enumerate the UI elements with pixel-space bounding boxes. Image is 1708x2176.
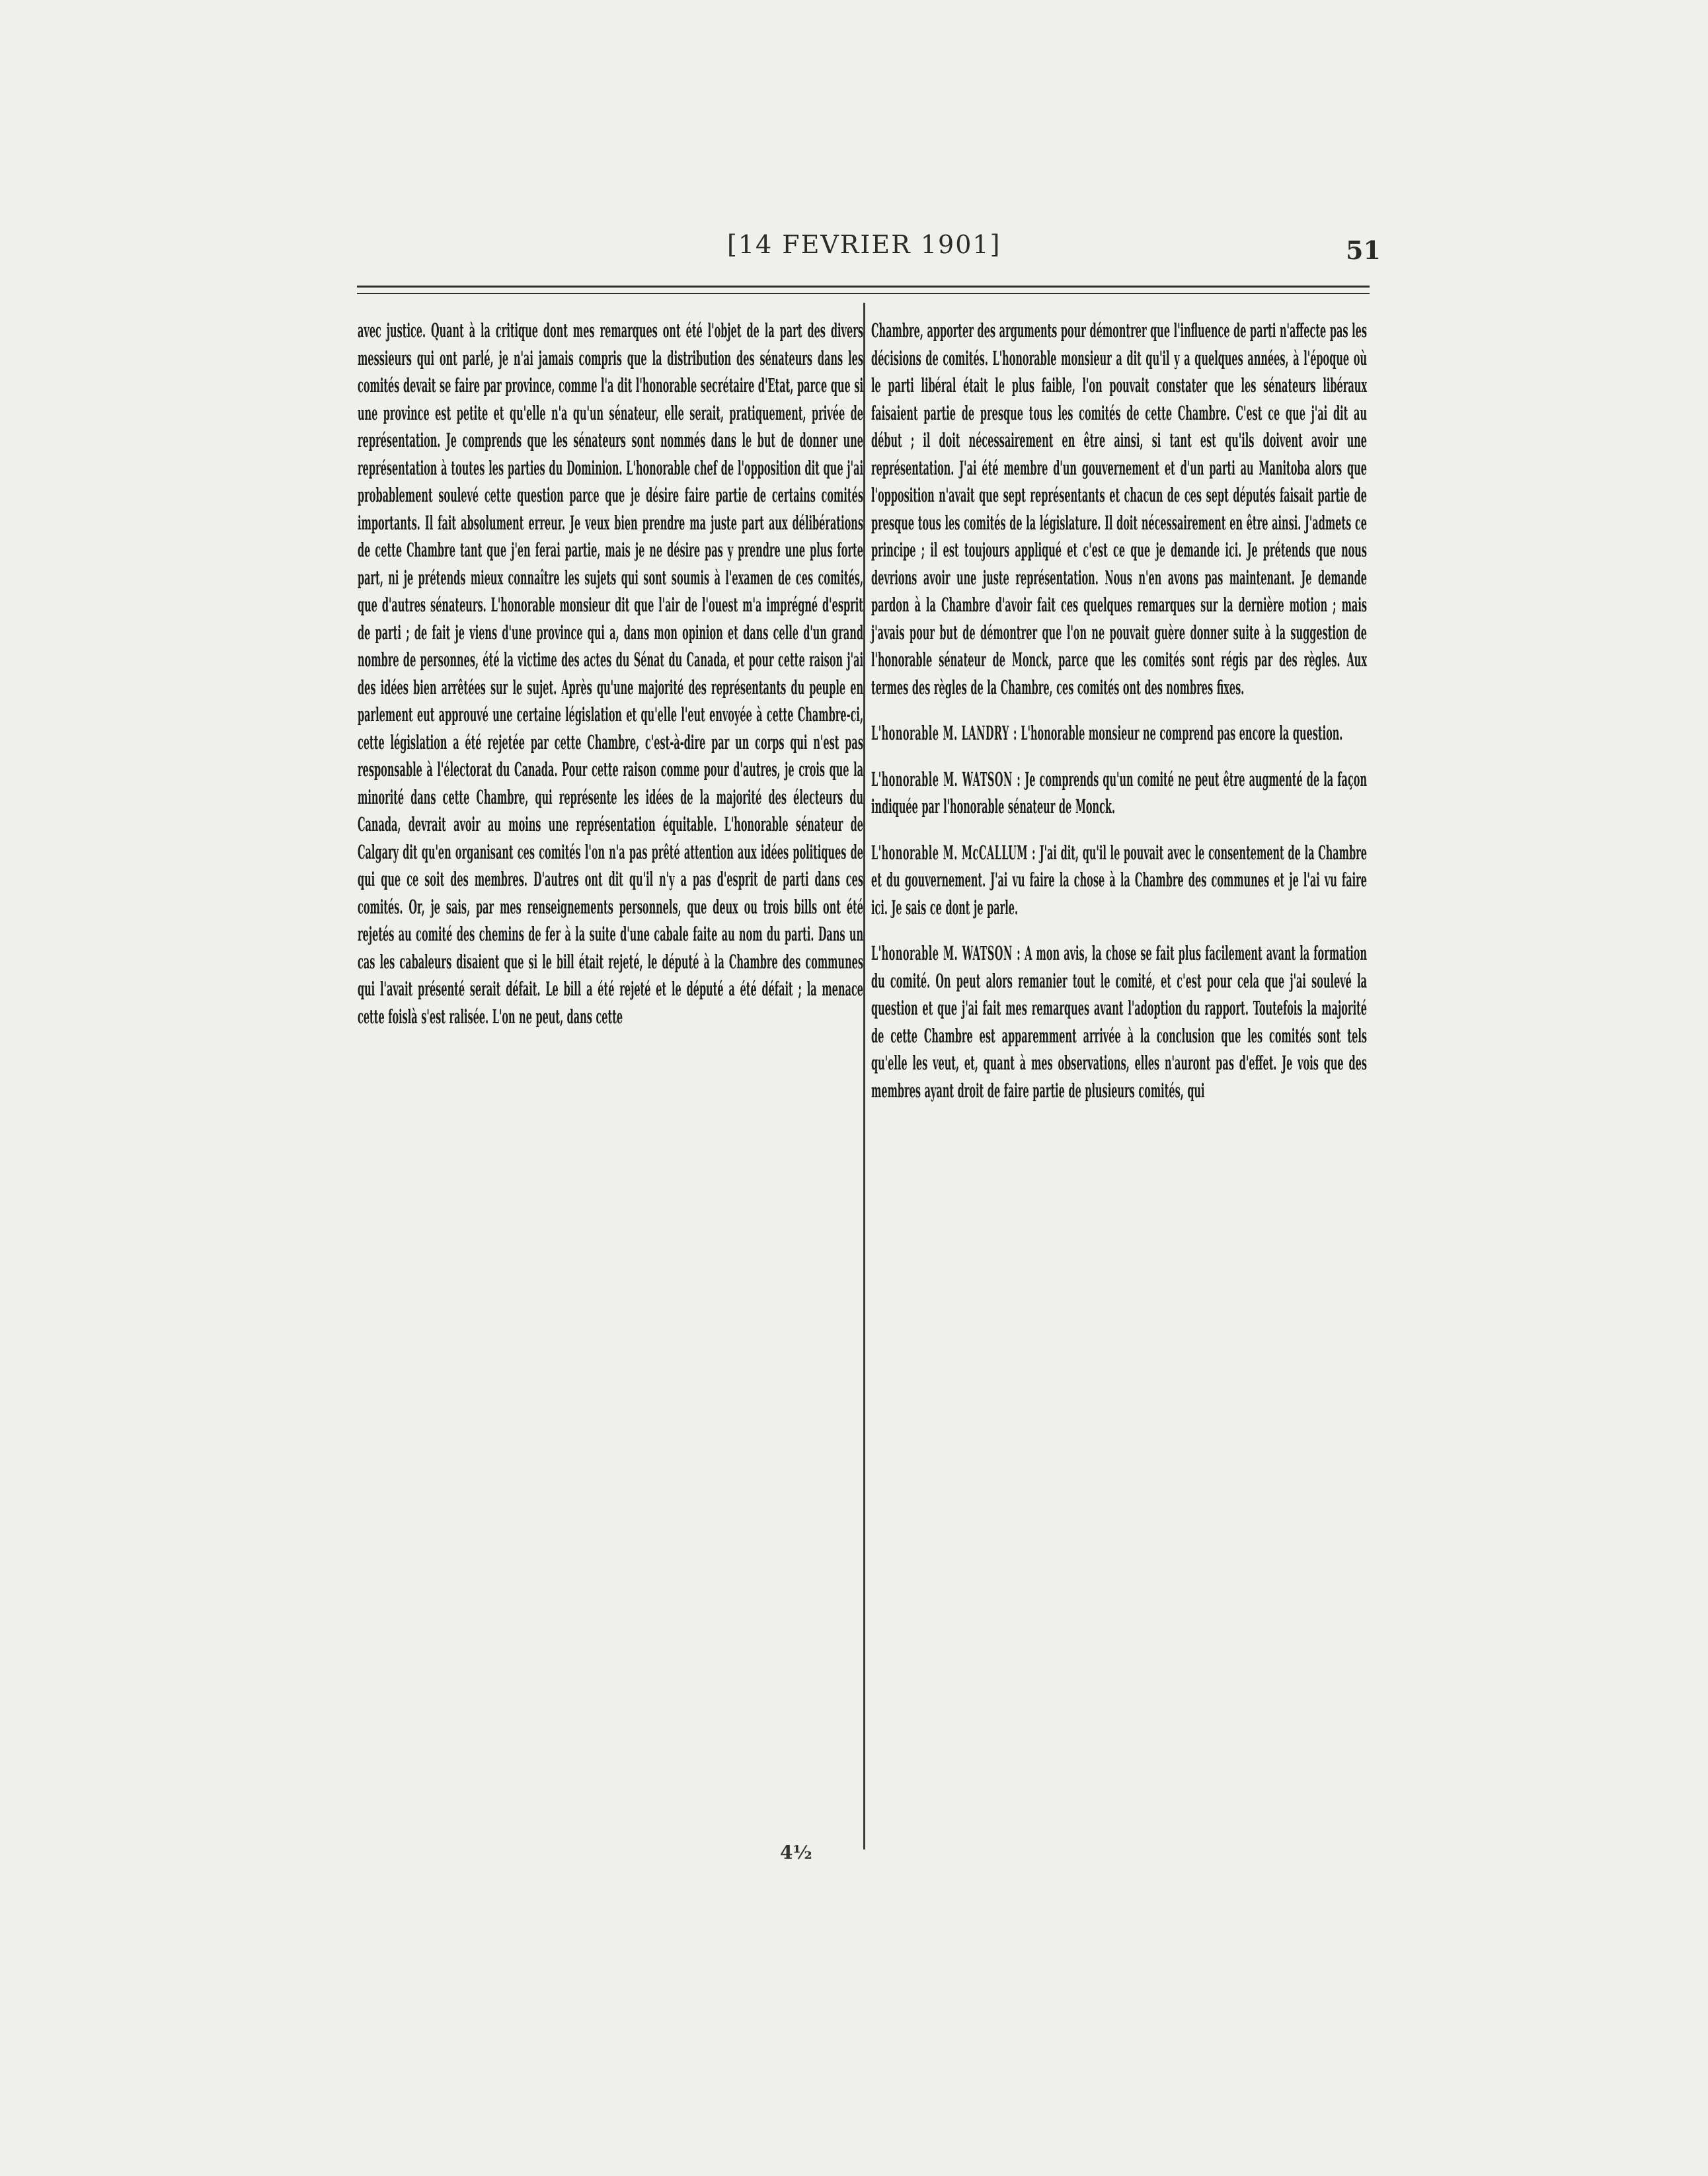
- folio-mark: 4½: [780, 1842, 812, 1863]
- speaker-name: L'honorable M. WATSON :: [871, 767, 1021, 791]
- speaker-name: L'honorable M. LANDRY :: [871, 722, 1017, 744]
- header-date: [14 FEVRIER 1901]: [727, 230, 1001, 259]
- page-number: 51: [1346, 235, 1381, 265]
- left-column: [358, 317, 863, 1030]
- left-column-paragraph: avec justice. Quant à la critique dont mes remarques ont été l'objet de la part des divers messieurs qui ont parlé, je n'ai jamais compris que la distribution des sénateurs dans les comités devait se faire par province, comme l'a dit l'honorable secrétaire d'Etat, parce que si une province est petite et qu'elle n'a qu'un sénateur, elle serait, pratiquement, privée de représentation. Je comprends que les sénateurs sont nommés dans le but de donner une représentation à toutes les parties du Dominion. L'honorable chef de l'opposition dit que j'ai probablement soulevé cette question parce que je désire faire partie de certains comités importants. Il fait absolument erreur. Je veux bien prendre ma juste part aux délibérations de cette Chambre tant que j'en ferai partie, mais je ne désire pas y prendre une plus forte part, ni je prétends mieux connaître les sujets qui sont soumis à l'examen de ces comités, que d'autres sénateurs. L'honorable monsieur dit que l'air de l'ouest m'a imprégné d'esprit de parti ; de fait je viens d'une province qui a, dans mon opinion et dans celle d'un grand nombre de personnes, été la victime des actes du Sénat du Canada, et pour cette raison j'ai des idées bien arrêtées sur le sujet. Après qu'une majorité des représentants du peuple en parlement eut approuvé une certaine législation et qu'elle l'eut envoyée à cette Chambre-ci, cette législation a été rejetée par cette Chambre, c'est-à-dire par un corps qui n'est pas responsable à l'électorat du Canada. Pour cette raison comme pour d'autres, je crois que la minorité dans cette Chambre, qui représente les idées de la majorité des électeurs du Canada, devrait avoir au moins une représentation équitable. L'honorable sénateur de Calgary dit qu'en organisant ces comités l'on n'a pas prêté attention aux idées politiques de qui que ce soit des membres. D'autres ont dit qu'il n'y a pas d'esprit de parti dans ces comités. Or, je sais, par mes renseignements personnels, que deux ou trois bills ont été rejetés au comité des chemins de fer à la suite d'une cabale faite au nom du parti. Dans un cas les cabaleurs disaient que si le bill était rejeté, le député à la Chambre des communes qui l'avait présenté serait défait. Le bill a été rejeté et le député a été défait ; la menace cette foislà s'est ralisée. L'on ne peut, dans cette: [358, 319, 863, 1028]
- speech-text: L'honorable monsieur ne comprend pas encore la question.: [1021, 722, 1343, 744]
- right-column: [871, 317, 1367, 1105]
- header-rule-bottom: [357, 293, 1370, 294]
- speaker-name: L'honorable M. WATSON :: [871, 942, 1021, 964]
- column-divider: [863, 303, 865, 1849]
- speech-text: A mon avis, la chose se fait plus facilement avant la formation du comité. On peut alors remanier tout le comité, et c'est pour cela que j'ai soulevé la question et que j'ai fait mes remarques avant l'adoption du rapport. Toutefois la majorité de cette Chambre est apparemment arrivée à la conclusion que les comités sont tels qu'elle les veut, et, quant à mes observations, elles n'auront pas d'effet. Je vois que des membres ayant droit de faire partie de plusieurs comités, qui: [871, 942, 1367, 1102]
- speech-watson-2: [871, 940, 1367, 1105]
- speech-landry: [871, 720, 1367, 748]
- speech-mccallum: [871, 839, 1367, 922]
- header-rule-top: [357, 286, 1370, 288]
- right-column-continuation: Chambre, apporter des arguments pour démontrer que l'influence de parti n'affecte pas les décisions de comités. L'honorable monsieur a dit qu'il y a quelques années, à l'époque où le parti libéral était le plus faible, l'on pouvait constater que les sénateurs libéraux faisaient partie de presque tous les comités de cette Chambre. C'est ce que j'ai dit au début ; il doit nécessairement en être ainsi, si tant est qu'ils doivent avoir une représentation. J'ai été membre d'un gouvernement et d'un parti au Manitoba alors que l'opposition n'avait que sept représentants et chacun de ces sept députés faisait partie de presque tous les comités de la législature. Il doit nécessairement en être ainsi. J'admets ce principe ; il est toujours appliqué et c'est ce que je demande ici. Je prétends que nous devrions avoir une juste représentation. Nous n'en avons pas maintenant. Je demande pardon à la Chambre d'avoir fait ces quelques remarques sur la dernière motion ; mais j'avais pour but de démontrer que l'on ne pouvait guère donner suite à la suggestion de l'honorable sénateur de Monck, parce que les comités sont régis par des règles. Aux termes des règles de la Chambre, ces comités ont des nombres fixes.: [871, 319, 1367, 699]
- speech-text: J'ai dit, qu'il le pouvait avec le consentement de la Chambre et du gouvernement. J'ai vu faire la chose à la Chambre des communes et je l'ai vu faire ici. Je sais ce dont je parle.: [871, 841, 1367, 919]
- speech-text: Je comprends qu'un comité ne peut être augmenté de la façon indiquée par l'honorable sénateur de Monck.: [871, 767, 1367, 818]
- speaker-name: L'honorable M. McCALLUM :: [871, 841, 1036, 864]
- speech-watson-1: [871, 766, 1367, 821]
